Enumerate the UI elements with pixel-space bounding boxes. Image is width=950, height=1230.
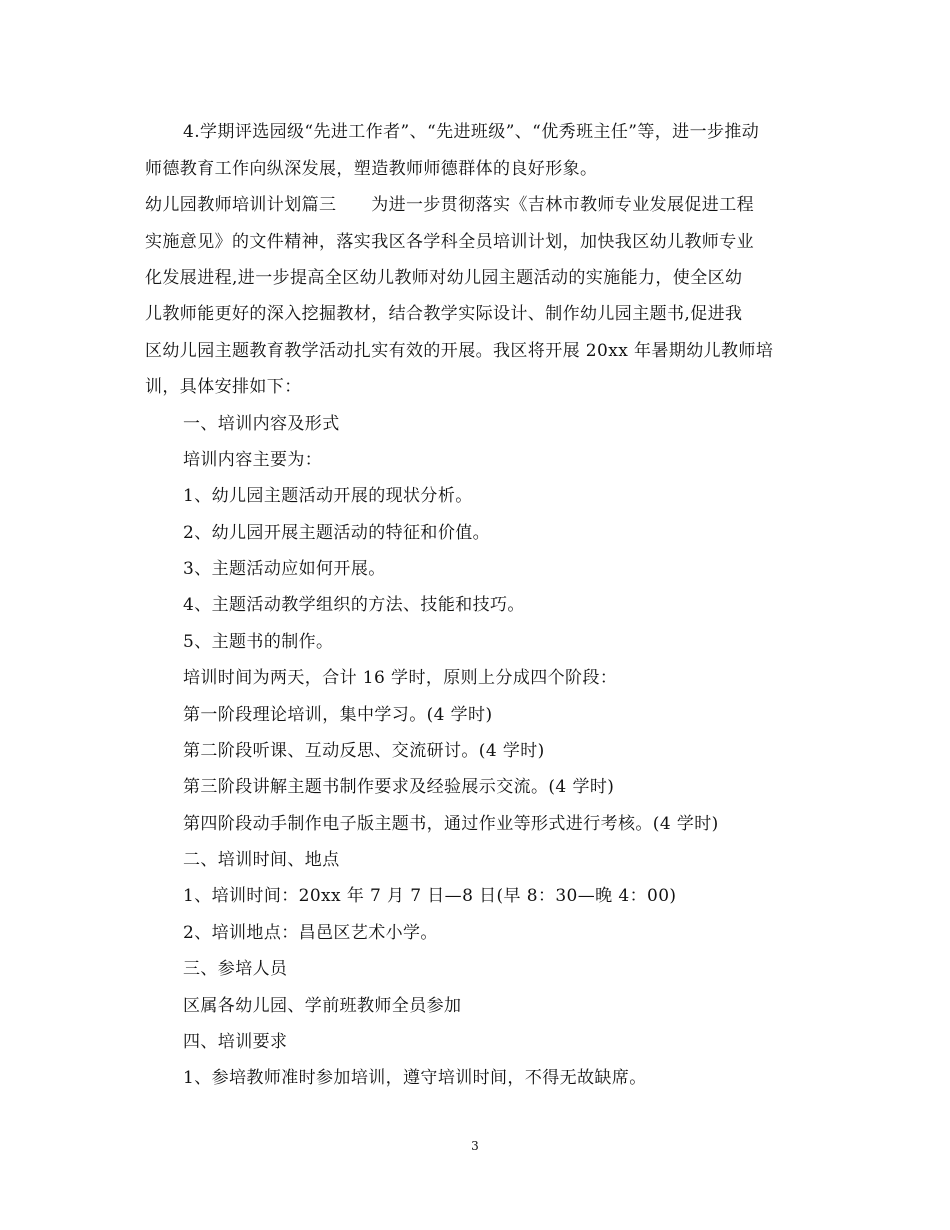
paragraph-line: 训，具体安排如下： (145, 377, 302, 397)
paragraph-line: 师德教育工作向纵深发展，塑造教师师德群体的良好形象。 (145, 159, 598, 179)
paragraph-line: 区幼儿园主题教育教学活动扎实有效的开展。我区将开展 20xx 年暑期幼儿教师培 (145, 341, 774, 361)
list-item: 5、主题书的制作。 (183, 632, 334, 652)
paragraph-line: 培训内容主要为： (183, 450, 323, 470)
list-item: 第四阶段动手制作电子版主题书，通过作业等形式进行考核。(4 学时) (183, 814, 719, 834)
paragraph-line: 儿教师能更好的深入挖掘教材，结合教学实际设计、制作幼儿园主题书,促进我 (145, 304, 743, 324)
section-heading: 四、培训要求 (183, 1032, 288, 1052)
list-item: 第三阶段讲解主题书制作要求及经验展示交流。(4 学时) (183, 777, 615, 797)
list-item: 1、幼儿园主题活动开展的现状分析。 (183, 486, 473, 506)
paragraph-line: 实施意见》的文件精神，落实我区各学科全员培训计划，加快我区幼儿教师专业 (145, 232, 754, 252)
list-item: 4、主题活动教学组织的方法、技能和技巧。 (183, 595, 525, 615)
paragraph-line: 培训时间为两天，合计 16 学时，原则上分成四个阶段： (183, 668, 618, 688)
list-item: 1、参培教师准时参加培训，遵守培训时间，不得无故缺席。 (183, 1068, 647, 1088)
list-item: 3、主题活动应如何开展。 (183, 559, 386, 579)
list-item: 2、培训地点：昌邑区艺术小学。 (183, 923, 438, 943)
list-item: 1、培训时间：20xx 年 7 月 7 日—8 日(早 8：30—晚 4：00) (183, 886, 677, 906)
paragraph-line: 区属各幼儿园、学前班教师全员参加 (183, 996, 462, 1016)
paragraph-line: 幼儿园教师培训计划篇三 为进一步贯彻落实《吉林市教师专业发展促进工程 (145, 195, 754, 215)
list-item: 第一阶段理论培训，集中学习。(4 学时) (183, 705, 493, 725)
section-heading: 三、参培人员 (183, 959, 288, 979)
list-item: 第二阶段听课、互动反思、交流研讨。(4 学时) (183, 741, 545, 761)
section-heading: 一、培训内容及形式 (183, 414, 340, 434)
paragraph-line: 4.学期评选园级“先进工作者”、“先进班级”、“优秀班主任”等，进一步推动 (183, 122, 760, 142)
section-heading: 二、培训时间、地点 (183, 850, 340, 870)
page-number: 3 (471, 1139, 479, 1153)
paragraph-line: 化发展进程,进一步提高全区幼儿教师对幼儿园主题活动的实施能力，使全区幼 (145, 268, 743, 288)
list-item: 2、幼儿园开展主题活动的特征和价值。 (183, 523, 491, 543)
